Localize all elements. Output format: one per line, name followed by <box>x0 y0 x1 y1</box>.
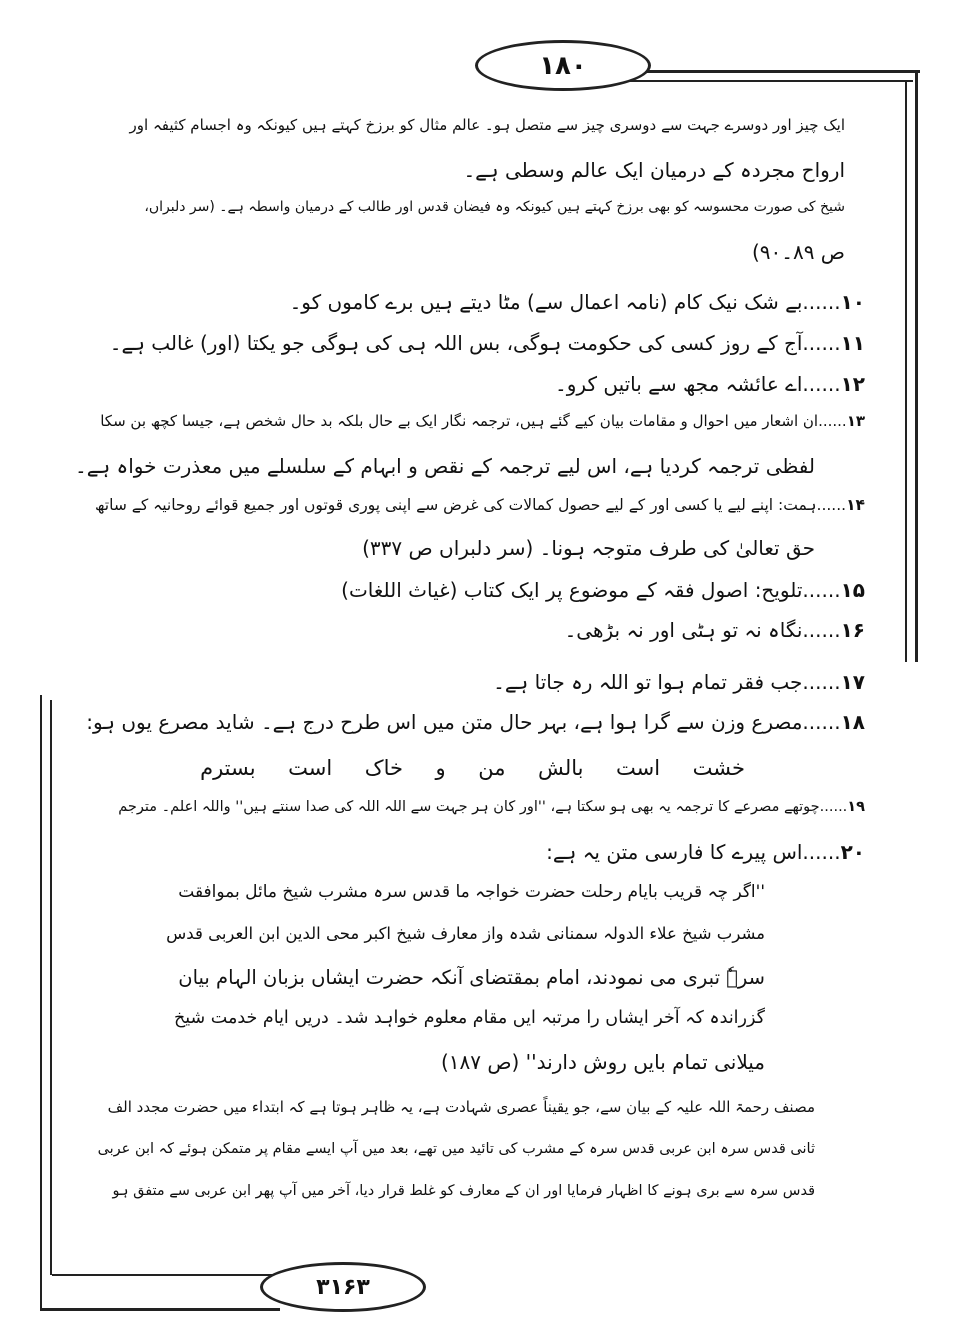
note-number: ۱۰ <box>840 290 865 314</box>
note-20 <box>546 842 865 862</box>
note-number: ۱۲ <box>840 372 865 396</box>
note-text: ......آج کے روز کسی کی حکومت ہوگی، بس اللہ ہی کی ہوگی جو یکتا (اور) غالب ہے۔ <box>109 331 841 355</box>
note-15 <box>341 580 865 600</box>
intro-line-2: ارواح مجردہ کے درمیان ایک عالم وسطی ہے۔ <box>463 158 845 182</box>
note-18 <box>86 712 865 732</box>
verse-word: خشت <box>692 756 745 780</box>
note-number: ۱۸ <box>840 710 865 734</box>
persian-quote-line-3: سرہٗ تبری می نمودند، امام بمقتضای آنکہ حضرت ایشاں بزبان الہام بیان <box>178 966 765 989</box>
persian-quote-line-4: گزراندہ کہ آخر ایشاں را مرتبہ ایں مقام معلوم خواہد شد۔ دریں ایام خدمت شیخ <box>173 1008 765 1028</box>
verse-word: است <box>288 756 333 780</box>
verse-word: بالش <box>538 756 584 780</box>
verse-word: و <box>435 756 446 780</box>
persian-quote-line-1: ''اگر چہ قریب بایام رحلت حضرت خواجہ ما قدس سرہ مشرب شیخ مائل بموافقت <box>178 882 765 902</box>
note-10 <box>290 292 865 312</box>
persian-quote-line-2: مشرب شیخ علاء الدولہ سمنانی شدہ واز معارف شیخ اکبر محی الدین ابن العربی قدس <box>166 924 765 943</box>
note-12 <box>555 374 865 394</box>
closing-line-3: قدس سرہ سے بری ہونے کا اظہار فرمایا اور ان کے معارف کو غلط قرار دیا، آخر میں آپ پھر ابن عربی سے متفق ہو <box>112 1183 815 1199</box>
intro-line-1: ایک چیز اور دوسرے جہت سے دوسری چیز سے متصل ہو۔ عالم مثال کو برزخ کہتے ہیں کیونکہ وہ اجسام کثیفہ اور <box>129 116 845 134</box>
note-13-continued: لفظی ترجمہ کردیا ہے، اس لیے ترجمہ کے نقص و ابہام کے سلسلے میں معذرت خواہ ہے۔ <box>75 454 815 478</box>
note-number: ۱۳ <box>846 412 865 430</box>
closing-line-1: مصنف رحمۃ اللہ علیہ کے بیان سے، جو یقیناً عصری شہادت ہے، یہ ظاہر ہوتا ہے کہ ابتداء میں حضرت مجدد الف <box>107 1098 815 1116</box>
verse-word: بسترم <box>200 756 256 780</box>
note-text: ......اس پیرے کا فارسی متن یہ ہے: <box>546 840 841 864</box>
persian-quote-line-5: میلانی تمام بایں روش دارند'' (ص ۱۸۷) <box>440 1050 765 1074</box>
note-text: ......اے عائشہ مجھ سے باتیں کرو۔ <box>555 372 841 396</box>
note-11 <box>110 333 865 353</box>
closing-line-2: ثانی قدس سرہ ابن عربی قدس سرہ کے مشرب کی تائید میں تھے، بعد میں آپ ایسے مقام پر متمکن ہوئے کہ ابن عربی <box>97 1141 815 1157</box>
note-number: ۱۵ <box>840 578 865 602</box>
bottom-border-line-inner <box>52 1274 282 1276</box>
right-border-line-inner <box>905 82 907 662</box>
note-number: ۱۱ <box>840 331 865 355</box>
note-text: ......مصرع وزن سے گرا ہوا ہے، بہر حال متن میں اس طرح درج ہے۔ شاید مصرع یوں ہو: <box>86 710 841 734</box>
note-text: ......بے شک نیک کام (نامہ اعمال سے) مٹا دیتے ہیں برے کاموں کو۔ <box>289 290 841 314</box>
intro-line-3: شیخ کی صورت محسوسہ کو بھی برزخ کہتے ہیں کیونکہ وہ فیضان قدس اور طالب کے درمیان واسطہ ہے۔ (سر دلبراں، <box>144 199 845 215</box>
note-19 <box>95 800 865 815</box>
left-border-line <box>40 695 42 1310</box>
note-text: ......تلویح: اصول فقہ کے موضوع پر ایک کتاب (غیاث اللغات) <box>341 578 841 602</box>
note-number: ۱۶ <box>840 618 865 642</box>
note-number: ۱۹ <box>847 799 865 815</box>
note-text: ......نگاہ نہ تو ہٹی اور نہ بڑھی۔ <box>564 618 841 642</box>
verse-word: خاک <box>364 756 403 780</box>
note-number: ۲۰ <box>840 840 865 864</box>
note-text: ......چوتھے مصرعے کا ترجمہ یہ بھی ہو سکتا ہے، ''اور کان ہر جہت سے اللہ اللہ کی صدا سنتے ہیں'' واللہ اعلم۔ مترجم <box>118 799 848 815</box>
verse-word: است <box>616 756 661 780</box>
left-border-line-inner <box>50 700 52 1275</box>
footer-page-number: ۳۱۶۳ <box>316 1274 370 1300</box>
note-13 <box>95 414 865 429</box>
note-14-continued: حق تعالیٰ کی طرف متوجہ ہونا۔ (سر دلبراں ص ۳۳۷) <box>362 536 815 560</box>
top-border-line-inner <box>628 80 913 82</box>
verse-word: من <box>478 756 506 780</box>
right-border-line <box>915 72 918 662</box>
page-number-oval <box>475 40 651 91</box>
note-text: ......ہمت: اپنے لیے یا کسی اور کے لیے حصول کمالات کی غرض سے اپنی پوری قوتوں اور جمیع قوائے روحانیہ کے ساتھ <box>95 496 847 514</box>
page-number: ۱۸۰ <box>539 50 587 81</box>
note-number: ۱۴ <box>846 496 865 514</box>
note-16 <box>565 620 865 640</box>
note-text: ......جب فقر تمام ہوا تو اللہ رہ جاتا ہے۔ <box>493 670 841 694</box>
footer-page-number-oval <box>260 1262 426 1312</box>
note-number: ۱۷ <box>840 670 865 694</box>
note-text: ......ان اشعار میں احوال و مقامات بیان کیے گئے ہیں، ترجمہ نگار ایک بے حال بلکہ بد حال شخص ہے، جیسا کچھ بن سکا <box>100 412 847 430</box>
note-14 <box>95 498 865 514</box>
intro-line-4: ص ۸۹۔۹۰) <box>751 240 845 264</box>
bottom-border-line <box>40 1308 280 1311</box>
note-17 <box>493 672 865 692</box>
persian-verse <box>200 758 745 779</box>
